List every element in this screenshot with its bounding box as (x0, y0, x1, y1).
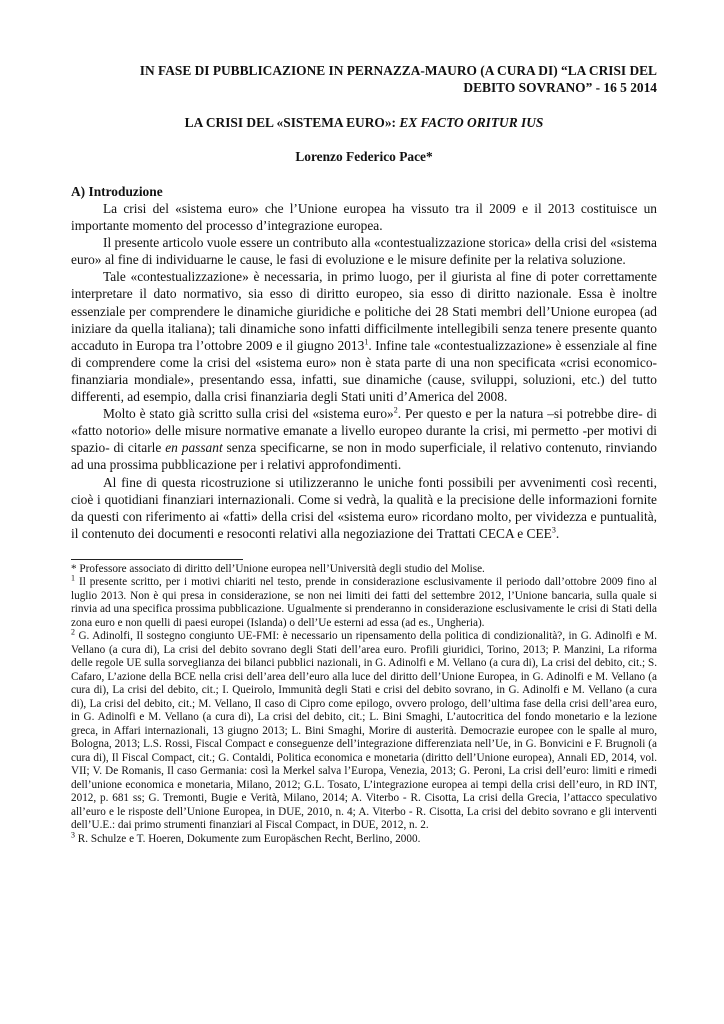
footnote-2-text: G. Adinolfi, Il sostegno congiunto UE-FMI: è necessario un ripensamento della politica di condizionalità?, in G. Adinolfi e M. Vellano (a cura di), La crisi del debito sovrano degli Stati dell’area euro. Profili giuridici, Torino, 2013; P. Manzini, La riforma delle regole UE sulla sorveglianza dei bilanci pubblici nazionali, in G. Adinolfi e M. Vellano (a cura di), La crisi del debito, cit.; S. Cafaro, L’azione della BCE nella crisi dell’area dell’euro alla luce del diritto dell’Unione Europea, in G. Adinolfi e M. Vellano (a cura di), La crisi del debito, cit.; I. Queirolo, Immunità degli Stati e crisi del debito sovrano, in G. Adinolfi e M. Vellano (a cura di), La crisi del debito, cit.; M. Vellano, Il caso di Cipro come epilogo, ovvero prologo, dell’ultima fase della crisi dell’area euro, in G. Adinolfi e M. Vellano (a cura di), La crisi del debito, cit.; L. Bini Smaghi, L’autocritica del fondo monetario e la lezione greca, in Affari internazionali, 13 giugno 2013; L. Bini Smaghi, Morire di austerità. Democrazie europee con le spalle al muro, Bologna, 2013; L.S. Rossi, Fiscal Compact e conseguenze dell’integrazione differenziata nell’Ue, in G. Bonvicini e F. Brugnoli (a cura di), Il Fiscal Compact, cit.; G. Contaldi, Politica economica e monetaria (diritto dell’Unione europea), Annali ED, 2014, vol. VII; V. De Romanis, Il caso Germania: così la Merkel salva l’Europa, Venezia, 2013; G. Peroni, La crisi dell’euro: limiti e rimedi dell’unione economica e monetaria, Milano, 2012; G.L. Tosato, L’integrazione europea ai tempi della crisi dell’euro, in RD INT, 2012, p. 681 ss; G. Tremonti, Bugie e Verità, Milano, 2014; A. Viterbo - R. Cisotta, La crisi della Grecia, l’attacco speculativo all’euro e le risposte dell’Unione Europea, in DUE, 2010, n. 4; A. Viterbo - R. Cisotta, La crisi del debito sovrano e gli interventi dell’U.E.: dai primo strumenti finanziari al Fiscal Compact, in DUE, 2012, n. 2. (71, 630, 657, 832)
paragraph-4-italic: en passant (165, 440, 223, 456)
footnote-ref-3[interactable]: 3 (551, 525, 556, 535)
article-title (71, 114, 657, 131)
footnote-separator (71, 559, 243, 560)
paragraph-5 (71, 474, 657, 542)
paragraph-4-text-c: senza specificarne, se non in modo superficiale, il relativo contenuto, rinviando ad una prossima pubblicazione per i relativi approfondimenti. (71, 440, 657, 473)
document-page (71, 62, 657, 846)
paragraph-5-text-b: . (555, 525, 560, 541)
footnote-3-mark: 3 (71, 830, 75, 840)
footnote-ref-1[interactable]: 1 (364, 337, 369, 347)
publication-header (71, 62, 657, 96)
footnote-2 (71, 627, 657, 833)
paragraph-3-text-b: . Infine tale «contestualizzazione» è essenziale al fine di comprendere come la crisi del «sistema euro» non è stata parte di una non specificata «crisi economico-finanziaria mondiale», presentando essa, infatti, sue dinamiche (cause, sviluppi, soluzioni, etc.) del tutto differenti, ad esempio, dalla crisi finanziaria degli Stati uniti d’America del 2008. (71, 337, 657, 405)
title-main: LA CRISI DEL «SISTEMA EURO»: (184, 115, 400, 130)
header-line-1: IN FASE DI PUBBLICAZIONE IN PERNAZZA-MAURO (A CURA DI) “LA CRISI DEL (139, 63, 657, 78)
footnote-1-mark: 1 (71, 573, 75, 583)
paragraph-3-text-a: Tale «contestualizzazione» è necessaria, in primo luogo, per il giurista al fine di poter correttamente interpretare il dato normativo, sia esso di diritto europeo, sia esso di diritto nazionale. Essa è inoltre essenziale per comprendere le dinamiche giuridiche e politiche dei 28 Stati membri dell’Unione europea (ad iniziare da quella italiana); tali dinamiche sono infatti difficilmente intellegibili senza tenere presente quanto accaduto in Europa tra l’ottobre 2009 e il giugno 2013 (71, 269, 657, 353)
footnote-ref-2[interactable]: 2 (393, 405, 398, 415)
paragraph-4 (71, 405, 657, 473)
paragraph-1: La crisi del «sistema euro» che l’Unione europea ha vissuto tra il 2009 e il 2013 costituisce un importante momento del processo d’integrazione europea. (71, 201, 657, 234)
footnote-3-text: R. Schulze e T. Hoeren, Dokumente zum Europäschen Recht, Berlino, 2000. (75, 832, 421, 845)
footnote-star: * Professore associato di diritto dell’Unione europea nell’Università degli studio del Molise. (71, 562, 485, 575)
footnote-3 (71, 830, 657, 847)
title-italic: EX FACTO ORITUR IUS (399, 115, 544, 130)
paragraph-2: Il presente articolo vuole essere un contributo alla «contestualizzazione storica» della crisi del «sistema euro» al fine di individuarne le cause, le fasi di evoluzione e le misure definite per la relativa soluzione. (71, 235, 657, 268)
paragraph-3 (71, 268, 657, 405)
header-line-2: DEBITO SOVRANO” - 16 5 2014 (463, 80, 657, 95)
paragraph-4-text-b: . Per questo e per la natura –si potrebbe dire- di «fatto notorio» delle misure normative emanate a livello europeo durante la crisi, mi permetto -per motivi di spazio- di citarle (71, 406, 658, 456)
paragraph-5-text-a: Al fine di questa ricostruzione si utilizzeranno le uniche fonti possibili per avvenimenti così recenti, cioè i quotidiani finanziari internazionali. Come si vedrà, la qualità e la precisione delle informazioni fornite da questi con riferimento ai «fatti» della crisi del «sistema euro» ricordano molto, per vividezza e puntualità, il contenuto dei documenti e resoconti relativi alla negoziazione dei Trattati CECA e CEE (71, 474, 657, 541)
footnote-1-text: Il presente scritto, per i motivi chiariti nel testo, prende in considerazione esclusivamente il periodo dall’ottobre 2009 fino al luglio 2013. Non è qui presa in considerazione, se non nei limiti dei fatti del settembre 2012, l’Unione bancaria, sulla quale si rinvia ad una specifica prossima pubblicazione. Ugualmente si prenderanno in considerazione esclusivamente le crisi di Stati della zona euro e non quelli di paesi europei (Islanda) o dell’Ue esterni ad essa (ad es., Ungheria). (71, 576, 657, 629)
author-name: Lorenzo Federico Pace* (295, 149, 433, 164)
paragraph-4-text-a: Molto è stato già scritto sulla crisi del «sistema euro» (103, 406, 394, 422)
section-heading: A) Introduzione (71, 184, 163, 199)
footnote-2-mark: 2 (71, 627, 75, 637)
footnote-1 (71, 573, 657, 630)
